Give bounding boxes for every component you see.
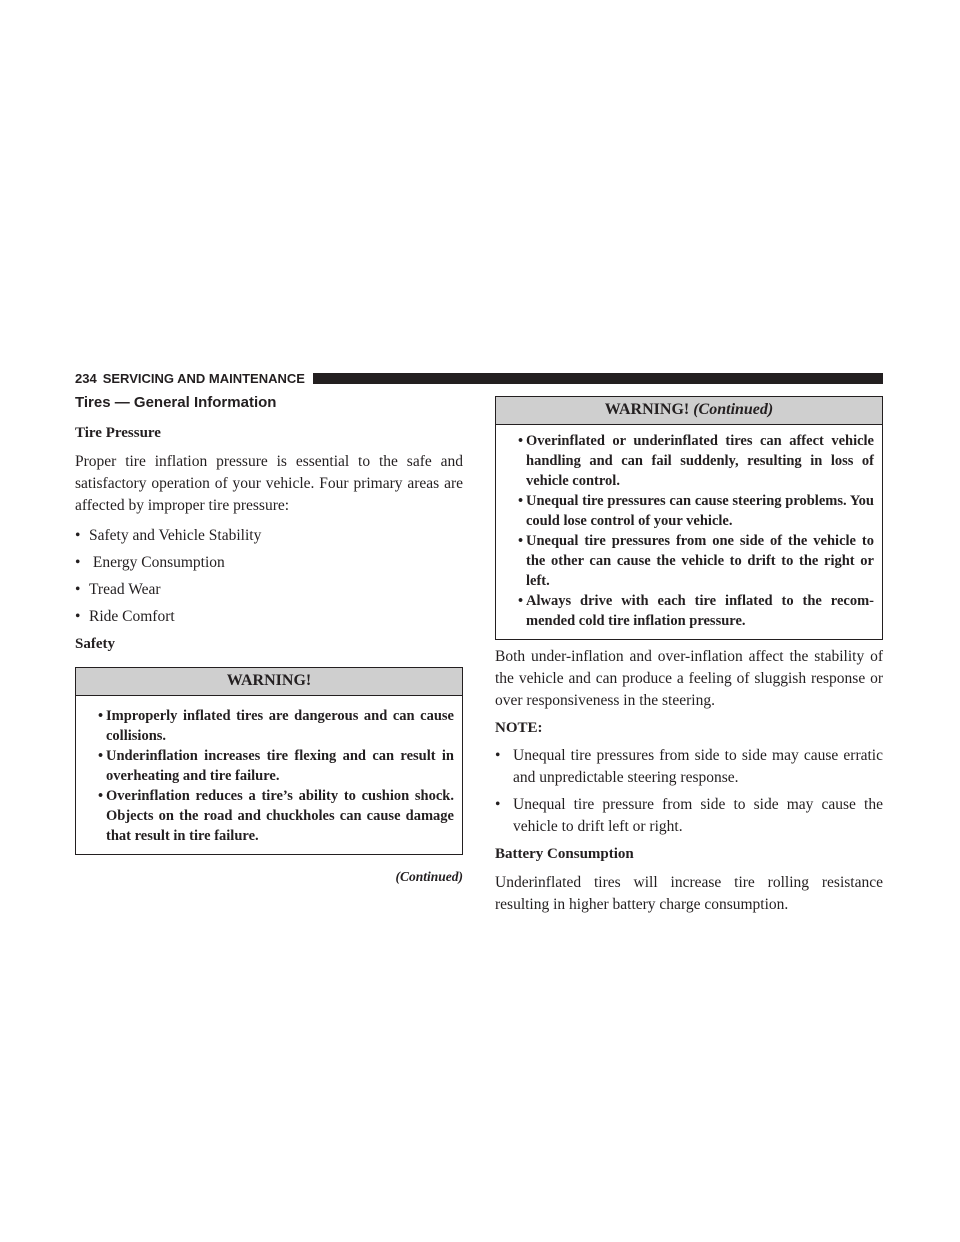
bullet: • — [495, 796, 501, 813]
list-item: • Ride Comfort — [75, 606, 463, 628]
section-title: SERVICING AND MAINTENANCE — [102, 370, 305, 386]
note-heading: NOTE: — [495, 720, 543, 736]
bullet: • — [75, 554, 81, 571]
header-rule — [313, 373, 883, 384]
tire-pressure-heading: Tire Pressure — [75, 425, 161, 441]
list-item: • Safety and Vehicle Stability — [75, 525, 463, 547]
section-heading: Tires — General Information — [75, 394, 277, 411]
battery-paragraph: Underinflated tires will increase tire rolling resistance resulting in higher battery charge consumption. — [495, 874, 883, 913]
continued-label: (Continued) — [395, 869, 463, 884]
warning-item: • Always drive with each tire inflated to the recom- mended cold tire inflation pressure. — [518, 593, 874, 629]
list-item: • Unequal tire pressure from side to side may cause the vehicle to drift left or right. — [495, 796, 883, 835]
bullet: • — [495, 747, 501, 764]
warning-list — [76, 696, 462, 854]
warning-header: WARNING! (Continued) — [496, 397, 882, 425]
areas-list — [75, 525, 463, 628]
page-number: 234 — [75, 370, 97, 386]
warning-item: • Overinflated or underinflated tires can affect vehicle handling and can fail suddenly, resulting in loss of vehicle control. — [518, 433, 874, 489]
list-item: • Energy Consumption — [75, 552, 463, 574]
warning-item: • Underinflation increases tire flexing and can result in overheating and tire failure. — [98, 748, 454, 784]
left-column — [75, 390, 463, 885]
warning-header: WARNING! — [76, 668, 462, 696]
page-header — [75, 371, 883, 385]
bullet: • — [75, 527, 81, 544]
right-column — [495, 396, 883, 924]
warning-item: • Overinflation reduces a tire’s ability to cushion shock. Objects on the road and chuckholes can cause damage that result in tire failure. — [98, 788, 454, 844]
warning-box-continued — [495, 396, 883, 640]
note-list — [495, 745, 883, 838]
stability-paragraph: Both under-inflation and over-inflation affect the stability of the vehicle and can produce a feeling of sluggish response or over responsiveness in the steering. — [495, 648, 883, 709]
warning-item: • Improperly inflated tires are dangerous and can cause collisions. — [98, 708, 454, 744]
list-item: • Unequal tire pressures from side to side may cause erratic and unpredictable steering response. — [495, 747, 883, 786]
battery-heading: Battery Consumption — [495, 846, 634, 862]
intro-paragraph: Proper tire inflation pressure is essential to the safe and satisfactory operation of your vehicle. Four primary areas are affected by improper tire pressure: — [75, 453, 463, 514]
safety-heading: Safety — [75, 636, 115, 652]
bullet: • — [75, 581, 81, 598]
warning-list — [496, 425, 882, 639]
warning-box — [75, 667, 463, 855]
list-item: • Tread Wear — [75, 579, 463, 601]
bullet: • — [75, 608, 81, 625]
warning-item: • Unequal tire pressures can cause steering problems. You could lose control of your vehicle. — [518, 493, 874, 529]
warning-item: • Unequal tire pressures from one side of the vehicle to the other can cause the vehicle to drift to the right or left. — [518, 533, 874, 589]
